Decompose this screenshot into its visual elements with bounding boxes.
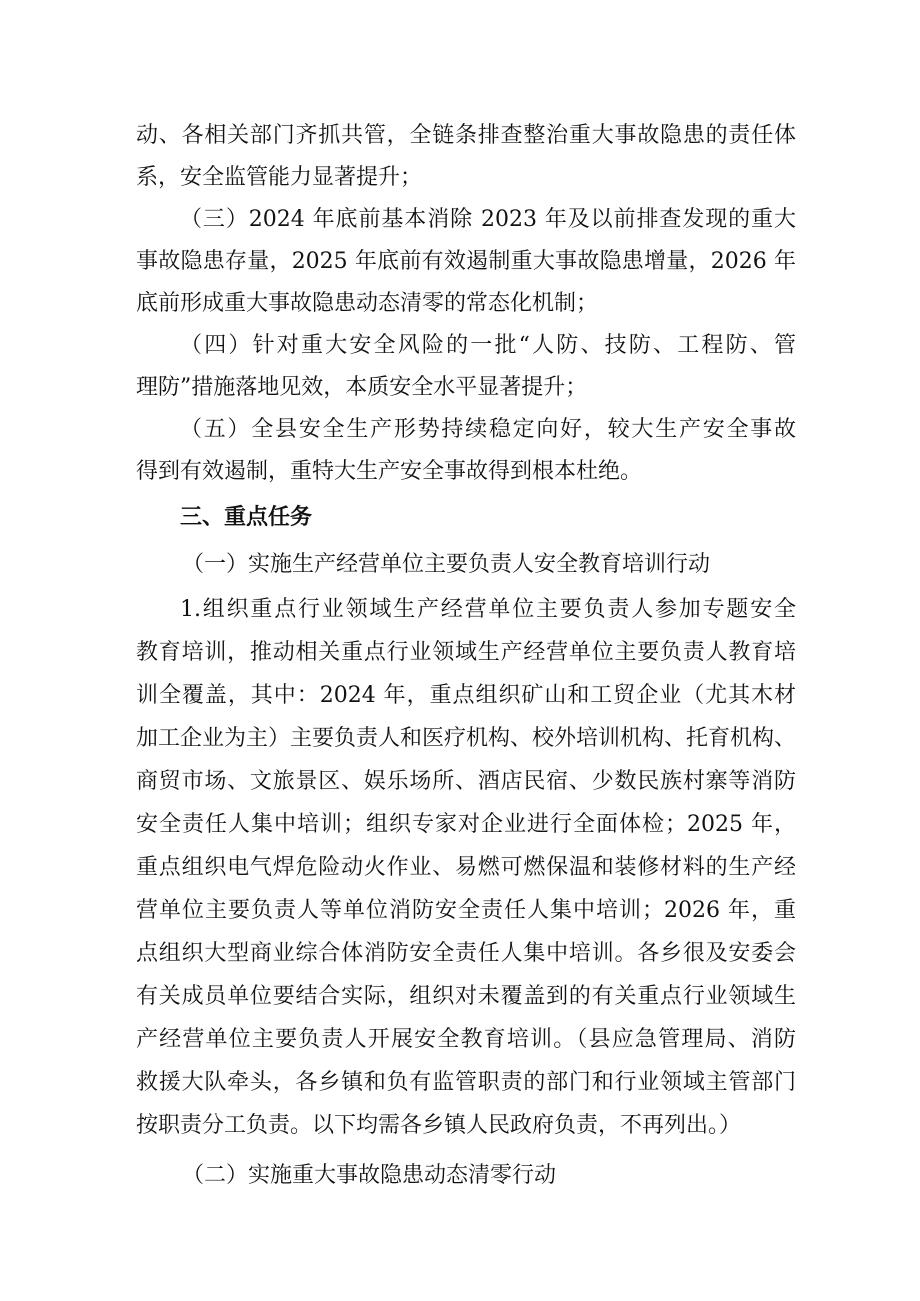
text-line: 训全覆盖，其中：2024 年，重点组织矿山和工贸企业（尤其木材 (136, 683, 796, 708)
subsection-heading: （一）实施生产经营单位主要负责人安全教育培训行动 (182, 552, 711, 577)
text-line: 教育培训，推动相关重点行业领域生产经营单位主要负责人教育培 (136, 640, 796, 665)
text-line: 得到有效遏制，重特大生产安全事故得到根本杜绝。 (136, 459, 643, 484)
text-line: 重点组织电气焊危险动火作业、易燃可燃保温和装修材料的生产经 (136, 855, 796, 880)
text-line: 救援大队牵头，各乡镇和负有监管职责的部门和行业领域主管部门 (136, 1070, 796, 1095)
text-line: （三）2024 年底前基本消除 2023 年及以前排查发现的重大 (180, 207, 796, 232)
text-line: （五）全县安全生产形势持续稳定向好，较大生产安全事故 (180, 417, 796, 442)
text-line: 底前形成重大事故隐患动态清零的常态化机制； (136, 291, 599, 316)
text-line: 系，安全监管能力显著提升； (136, 165, 423, 190)
text-line: 点组织大型商业综合体消防安全责任人集中培训。各乡很及安委会 (136, 941, 796, 966)
text-line: 产经营单位主要负责人开展安全教育培训。（县应急管理局、消防 (136, 1027, 796, 1052)
text-line: 有关成员单位要结合实际，组织对未覆盖到的有关重点行业领域生 (136, 984, 796, 1009)
text-line: 动、各相关部门齐抓共管，全链条排查整治重大事故隐患的责任体 (136, 123, 796, 148)
text-line: 事故隐患存量，2025 年底前有效遏制重大事故隐患增量，2026 年 (136, 249, 796, 274)
subsection-heading: （二）实施重大事故隐患动态清零行动 (182, 1163, 557, 1188)
text-line: 加工企业为主）主要负责人和医疗机构、校外培训机构、托育机构、 (136, 726, 796, 751)
section-heading: 三、重点任务 (180, 505, 313, 530)
text-line: 商贸市场、文旅景区、娱乐场所、酒店民宿、少数民族村寨等消防 (136, 769, 796, 794)
text-line: 按职责分工负责。以下均需各乡镇人民政府负责，不再列出。） (136, 1113, 742, 1138)
text-line: 安全责任人集中培训；组织专家对企业进行全面体检；2025 年， (136, 812, 796, 837)
text-line: （四）针对重大安全风险的一批“人防、技防、工程防、管 (180, 333, 796, 358)
text-line: 理防”措施落地见效，本质安全水平显著提升； (136, 375, 588, 400)
text-line: 营单位主要负责人等单位消防安全责任人集中培训；2026 年，重 (136, 898, 796, 923)
text-line: 1.组织重点行业领域生产经营单位主要负责人参加专题安全 (180, 597, 796, 622)
